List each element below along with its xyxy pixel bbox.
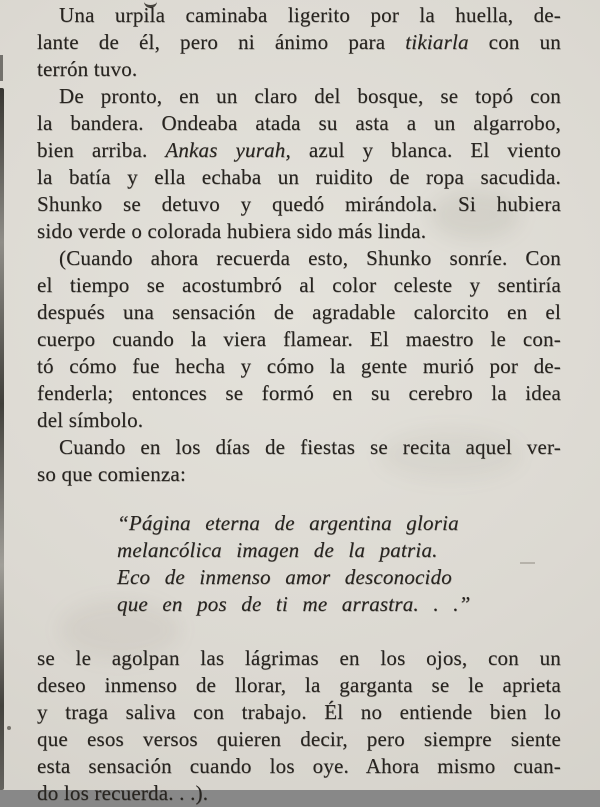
text-line	[37, 326, 561, 353]
text-line	[37, 353, 561, 380]
text-line	[37, 780, 561, 807]
text-segment: Shunko se detuvo y quedó mirándola. Si hubiera	[37, 192, 561, 216]
text-segment: (Cuando ahora recuerda esto, Shunko sonríe. Con	[59, 246, 561, 270]
text-line	[37, 272, 561, 299]
text-line	[37, 2, 561, 29]
text-segment: con un	[468, 30, 561, 54]
ink-speck	[7, 726, 11, 730]
text-segment: Una urpila caminaba ligerito por la huella, de-	[59, 3, 561, 27]
text-segment: De pronto, en un claro del bosque, se topó con	[59, 84, 561, 108]
text-segment: azul y blanca. El viento	[290, 138, 561, 162]
text-line	[37, 380, 561, 407]
text-line	[37, 461, 561, 488]
text-line	[37, 29, 561, 56]
text-segment: y traga saliva con trabajo. Él no entiende bien lo	[37, 700, 561, 724]
text-line	[37, 110, 561, 137]
text-segment: se le agolpan las lágrimas en los ojos, con un	[37, 646, 561, 670]
text-line	[37, 56, 561, 83]
text-line	[37, 245, 561, 272]
text-segment: tó cómo fue hecha y cómo la gente murió por de-	[37, 354, 561, 378]
text-segment: so que comienza:	[37, 462, 186, 486]
text-segment: fenderla; entonces se formó en su cerebro la idea	[37, 381, 561, 405]
verse-block	[117, 510, 561, 618]
text-segment: cuerpo cuando la viera flamear. El maestro le con-	[37, 327, 561, 351]
verse-line: melancólica imagen de la patria.	[117, 538, 438, 562]
text-segment: bien arriba.	[37, 138, 166, 162]
text-line	[37, 299, 561, 326]
text-segment: do los recuerda. . .).	[37, 781, 209, 805]
text-line	[37, 191, 561, 218]
text-block	[37, 2, 561, 807]
text-line	[37, 164, 561, 191]
text-segment: esta sensación cuando los oye. Ahora mismo cuan-	[37, 754, 561, 778]
text-line	[37, 645, 561, 672]
scan-edge-mark	[0, 55, 3, 81]
text-segment: deseo inmenso de llorar, la garganta se le aprieta	[37, 673, 561, 697]
text-line	[37, 83, 561, 110]
verse-line: que en pos de ti me arrastra. . .”	[117, 592, 471, 616]
scan-edge-shadow	[0, 88, 4, 790]
italic-text-segment: Ankas yurah,	[165, 138, 291, 162]
text-segment: lante de él, pero ni ánimo para	[37, 30, 406, 54]
text-line	[37, 218, 561, 245]
text-segment: la batía y ella echaba un ruidito de ropa sacudida.	[37, 165, 561, 189]
text-line	[37, 672, 561, 699]
text-segment: del símbolo.	[37, 408, 144, 432]
text-segment: el tiempo se acostumbró al color celeste y sentiría	[37, 273, 561, 297]
italic-text-segment: tikiarla	[405, 30, 469, 54]
verse-line: “Página eterna de argentina gloria	[117, 511, 459, 535]
text-line	[37, 753, 561, 780]
text-segment: que esos versos quieren decir, pero siempre siente	[37, 727, 561, 751]
text-segment: sido verde o colorada hubiera sido más linda.	[37, 219, 427, 243]
text-line	[37, 726, 561, 753]
verse-line: Eco de inmenso amor desconocido	[117, 565, 452, 589]
text-segment: Cuando en los días de fiestas se recita aquel ver-	[59, 435, 561, 459]
text-segment: después una sensación de agradable calorcito en el	[37, 300, 561, 324]
text-line	[37, 137, 561, 164]
text-segment: terrón tuvo.	[37, 57, 138, 81]
text-line	[37, 434, 561, 461]
text-segment: la bandera. Ondeaba atada su asta a un algarrobo,	[37, 111, 561, 135]
text-line	[37, 407, 561, 434]
text-line	[37, 699, 561, 726]
